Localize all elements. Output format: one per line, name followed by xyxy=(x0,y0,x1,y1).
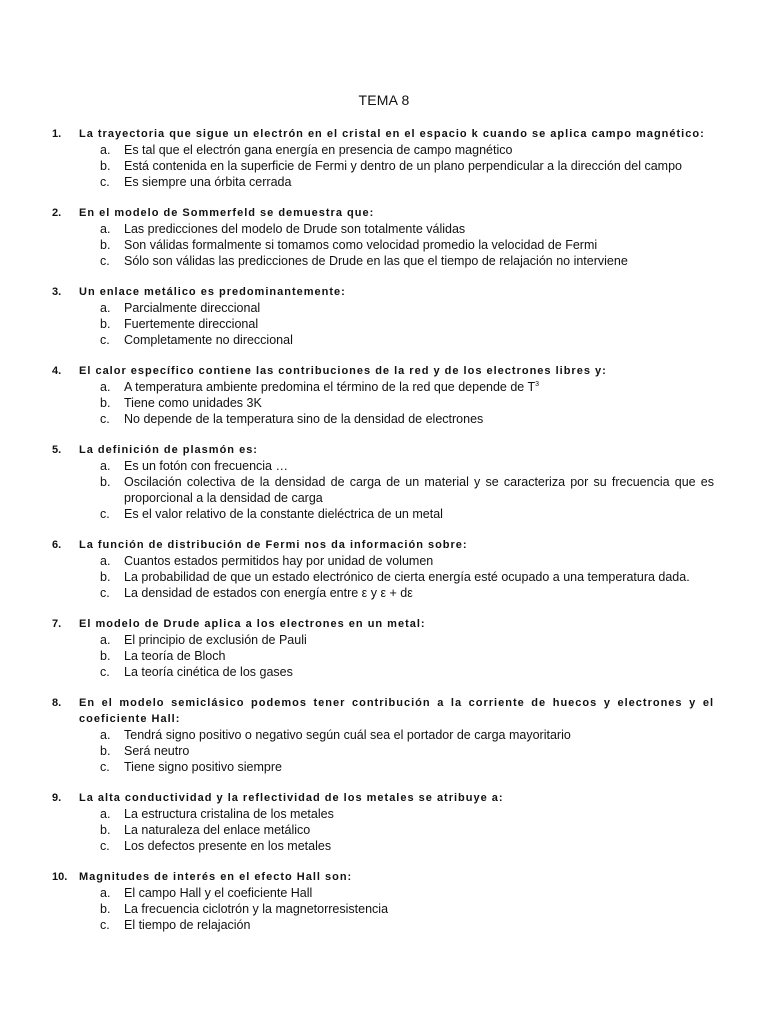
option-letter: a. xyxy=(100,301,111,315)
question-text: Magnitudes de interés en el efecto Hall son: xyxy=(79,871,353,883)
page-title: TEMA 8 xyxy=(358,92,410,108)
option-text: La probabilidad de que un estado electrónico de cierta energía esté ocupado a una temperatura dada. xyxy=(124,570,690,584)
option-text: Es siempre una órbita cerrada xyxy=(124,175,292,189)
question-item xyxy=(52,869,714,933)
option-text: Sólo son válidas las predicciones de Drude en las que el tiempo de relajación no interviene xyxy=(124,254,628,268)
option-letter: b. xyxy=(100,159,111,173)
question-item xyxy=(52,790,714,854)
option-text: Cuantos estados permitidos hay por unidad de volumen xyxy=(124,554,434,568)
question-item xyxy=(52,126,714,190)
question-text: El calor específico contiene las contribuciones de la red y de los electrones libres y: xyxy=(79,365,607,377)
option-text: La estructura cristalina de los metales xyxy=(124,807,334,821)
answer-option xyxy=(79,759,714,775)
answer-option xyxy=(79,300,714,316)
answer-option xyxy=(79,158,714,174)
answer-options xyxy=(79,885,714,933)
question-number: 5. xyxy=(52,444,62,456)
answer-options xyxy=(79,632,714,680)
option-text: Las predicciones del modelo de Drude son totalmente válidas xyxy=(124,222,466,236)
option-text: Completamente no direccional xyxy=(124,333,293,347)
superscript-exponent: 3 xyxy=(535,380,540,388)
answer-option xyxy=(79,727,714,743)
option-text: Tendrá signo positivo o negativo según cuál sea el portador de carga mayoritario xyxy=(124,728,571,742)
answer-option xyxy=(79,822,714,838)
option-letter: a. xyxy=(100,554,111,568)
option-letter: a. xyxy=(100,459,111,473)
question-number: 6. xyxy=(52,539,62,551)
option-text: Es el valor relativo de la constante dieléctrica de un metal xyxy=(124,507,443,521)
option-text: La naturaleza del enlace metálico xyxy=(124,823,311,837)
option-letter: c. xyxy=(100,760,110,774)
option-text: La densidad de estados con energía entre ε y ε + dε xyxy=(124,586,413,600)
answer-options xyxy=(79,221,714,269)
answer-option xyxy=(79,664,714,680)
option-letter: c. xyxy=(100,507,110,521)
answer-option xyxy=(79,142,714,158)
answer-options xyxy=(79,142,714,190)
option-text: Está contenida en la superficie de Fermi y dentro de un plano perpendicular a la dirección del campo xyxy=(124,159,682,173)
option-letter: a. xyxy=(100,728,111,742)
option-letter: c. xyxy=(100,918,110,932)
question-text: En el modelo semiclásico podemos tener contribución a la corriente de huecos y electrones y el coeficiente Hall: xyxy=(79,697,714,725)
answer-option xyxy=(79,379,714,395)
question-item xyxy=(52,363,714,427)
option-letter: c. xyxy=(100,333,110,347)
question-item xyxy=(52,537,714,601)
question-number: 1. xyxy=(52,128,62,140)
option-text: Es un fotón con frecuencia … xyxy=(124,459,288,473)
option-letter: a. xyxy=(100,380,111,394)
option-text: La teoría de Bloch xyxy=(124,649,226,663)
question-text: La alta conductividad y la reflectividad de los metales se atribuye a: xyxy=(79,792,504,804)
question-list xyxy=(52,126,714,948)
answer-option xyxy=(79,221,714,237)
option-text: Parcialmente direccional xyxy=(124,301,261,315)
answer-option xyxy=(79,553,714,569)
question-item xyxy=(52,205,714,269)
answer-option xyxy=(79,253,714,269)
option-text: Los defectos presente en los metales xyxy=(124,839,332,853)
answer-options xyxy=(79,458,714,522)
question-item xyxy=(52,284,714,348)
question-item xyxy=(52,616,714,680)
question-number: 10. xyxy=(52,871,68,883)
answer-option xyxy=(79,237,714,253)
option-letter: b. xyxy=(100,317,111,331)
option-letter: c. xyxy=(100,254,110,268)
question-number: 4. xyxy=(52,365,62,377)
option-text: El principio de exclusión de Pauli xyxy=(124,633,307,647)
option-text: Oscilación colectiva de la densidad de carga de un material y se caracteriza por su frecuencia que es proporcional a la densidad de carga xyxy=(124,475,714,505)
option-text: Es tal que el electrón gana energía en presencia de campo magnético xyxy=(124,143,513,157)
option-letter: b. xyxy=(100,570,111,584)
answer-option xyxy=(79,411,714,427)
option-letter: b. xyxy=(100,475,111,489)
option-text: Será neutro xyxy=(124,744,190,758)
answer-option xyxy=(79,316,714,332)
option-text: Fuertemente direccional xyxy=(124,317,259,331)
question-number: 9. xyxy=(52,792,62,804)
option-letter: b. xyxy=(100,744,111,758)
option-text: No depende de la temperatura sino de la densidad de electrones xyxy=(124,412,484,426)
option-letter: c. xyxy=(100,665,110,679)
answer-options xyxy=(79,553,714,601)
question-text: El modelo de Drude aplica a los electrones en un metal: xyxy=(79,618,426,630)
option-text: A temperatura ambiente predomina el término de la red que depende de T xyxy=(124,380,536,394)
question-text: En el modelo de Sommerfeld se demuestra que: xyxy=(79,207,375,219)
answer-option xyxy=(79,569,714,585)
answer-options xyxy=(79,379,714,427)
option-letter: a. xyxy=(100,143,111,157)
option-letter: b. xyxy=(100,396,111,410)
question-text: La definición de plasmón es: xyxy=(79,444,258,456)
option-letter: c. xyxy=(100,175,110,189)
question-text: La trayectoria que sigue un electrón en el cristal en el espacio k cuando se aplica campo magnético: xyxy=(79,128,705,140)
answer-options xyxy=(79,806,714,854)
question-item xyxy=(52,695,714,775)
answer-option xyxy=(79,917,714,933)
option-letter: c. xyxy=(100,586,110,600)
option-letter: b. xyxy=(100,238,111,252)
option-letter: a. xyxy=(100,807,111,821)
option-letter: a. xyxy=(100,633,111,647)
answer-option xyxy=(79,395,714,411)
answer-options xyxy=(79,300,714,348)
answer-option xyxy=(79,632,714,648)
option-letter: c. xyxy=(100,839,110,853)
answer-option xyxy=(79,743,714,759)
option-text: Tiene como unidades 3K xyxy=(124,396,262,410)
option-text: La frecuencia ciclotrón y la magnetorresistencia xyxy=(124,902,389,916)
option-text: El tiempo de relajación xyxy=(124,918,251,932)
option-text: La teoría cinética de los gases xyxy=(124,665,293,679)
answer-option xyxy=(79,174,714,190)
option-letter: b. xyxy=(100,902,111,916)
question-number: 3. xyxy=(52,286,62,298)
question-number: 2. xyxy=(52,207,62,219)
answer-option xyxy=(79,885,714,901)
answer-option xyxy=(79,332,714,348)
answer-option xyxy=(79,901,714,917)
option-text: Son válidas formalmente si tomamos como velocidad promedio la velocidad de Fermi xyxy=(124,238,598,252)
question-text: La función de distribución de Fermi nos da información sobre: xyxy=(79,539,468,551)
question-text: Un enlace metálico es predominantemente: xyxy=(79,286,346,298)
question-number: 7. xyxy=(52,618,62,630)
question-number: 8. xyxy=(52,697,62,709)
option-letter: a. xyxy=(100,886,111,900)
answer-option xyxy=(79,474,714,506)
answer-options xyxy=(79,727,714,775)
option-letter: c. xyxy=(100,412,110,426)
option-text: El campo Hall y el coeficiente Hall xyxy=(124,886,313,900)
option-letter: b. xyxy=(100,649,111,663)
option-letter: a. xyxy=(100,222,111,236)
answer-option xyxy=(79,506,714,522)
answer-option xyxy=(79,838,714,854)
answer-option xyxy=(79,458,714,474)
answer-option xyxy=(79,648,714,664)
answer-option xyxy=(79,806,714,822)
option-letter: b. xyxy=(100,823,111,837)
question-item xyxy=(52,442,714,522)
option-text: Tiene signo positivo siempre xyxy=(124,760,282,774)
answer-option xyxy=(79,585,714,601)
